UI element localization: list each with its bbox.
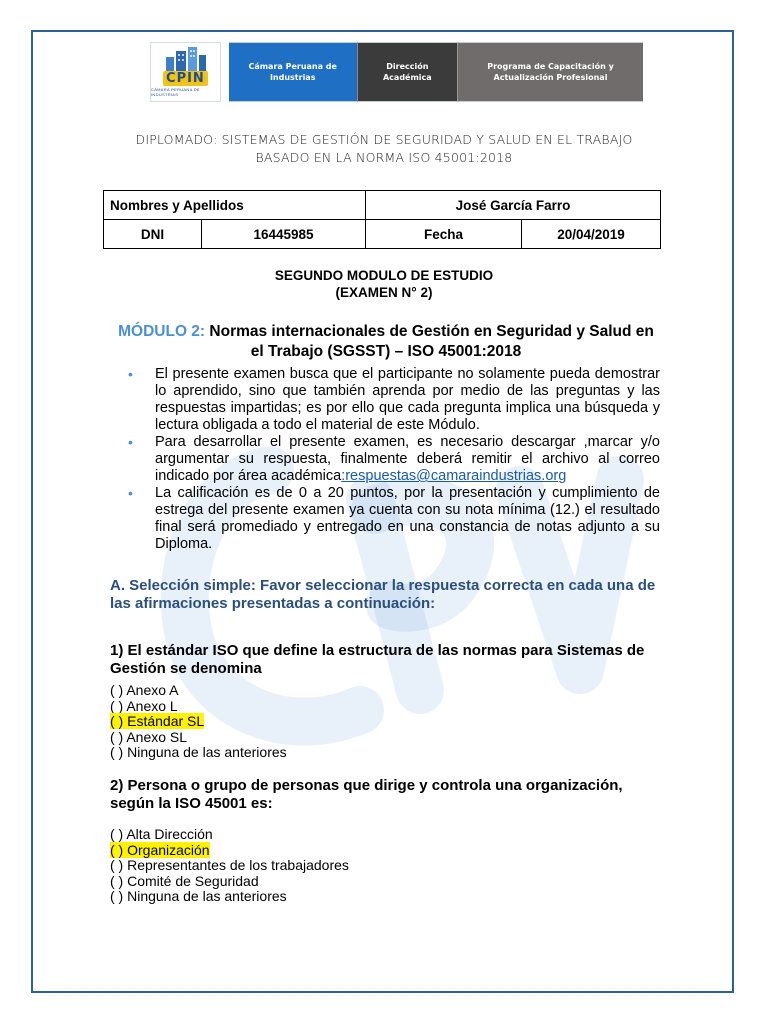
q2-option-3[interactable]: ( ) Representantes de los trabajadores [110, 857, 349, 873]
dni-value: 16445985 [202, 220, 366, 249]
q2-option-5[interactable]: ( ) Ninguna de las anteriores [110, 888, 287, 904]
q1-option-1[interactable]: ( ) Anexo A [110, 682, 179, 698]
header-banner [150, 42, 643, 102]
name-value: José García Farro [366, 191, 661, 220]
section-a-heading: A. Selección simple: Favor seleccionar la respuesta correcta en cada una de las afirmaciones presentadas a continuación: [110, 577, 656, 612]
module-prefix: MÓDULO 2: [118, 323, 206, 340]
document-title-line2: BASADO EN LA NORMA ISO 45001:2018 [255, 150, 513, 165]
question-1-options [110, 683, 287, 761]
q1-option-2[interactable]: ( ) Anexo L [110, 697, 178, 714]
bullet-icon: • [128, 485, 133, 501]
name-label: Nombres y Apellidos [104, 191, 366, 220]
list-item [128, 434, 660, 485]
question-2-options [110, 827, 349, 905]
instruction-text-1: El presente examen busca que el participante no solamente pueda demostrar lo aprendido, sino que también aprenda por medio de las preguntas y las respuestas impartidas; es por ello que cada pregunta implica una búsqueda y lectura obligada a todo el material de este Módulo. [155, 366, 660, 433]
list-item [128, 366, 660, 434]
date-value: 20/04/2019 [522, 220, 661, 249]
exam-heading-line1: SEGUNDO MODULO DE ESTUDIO [274, 268, 494, 283]
q1-option-4[interactable]: ( ) Anexo SL [110, 728, 188, 745]
document-title-line1: DIPLOMADO: SISTEMAS DE GESTIÓN DE SEGURIDAD Y SALUD EN EL TRABAJO [135, 132, 633, 147]
question-2: 2) Persona o grupo de personas que dirige y controla una organización, según la ISO 45001 es: [110, 777, 623, 812]
module-title-b: el Trabajo (SGSST) – ISO 45001:2018 [250, 343, 522, 360]
instruction-text-3: La calificación es de 0 a 20 puntos, por la presentación y cumplimiento de estrega del presente examen ya cuenta con su nota mínima (12.) el resultado final será promediado y entregado en una constancia de notas adjunto a su Diploma. [155, 485, 660, 552]
dni-label: DNI [104, 220, 202, 249]
module-title-a: Normas internacionales de Gestión en Seguridad y Salud en [209, 323, 654, 340]
list-item [128, 485, 660, 553]
bullet-icon: • [128, 366, 133, 382]
banner-segment-camara: Cámara Peruana de Industrias [229, 42, 357, 102]
q1-option-5[interactable]: ( ) Ninguna de las anteriores [110, 744, 287, 760]
logo-subtext: CÁMARA PERUANA DE INDUSTRIAS [151, 87, 200, 97]
q2-option-2-selected[interactable]: ( ) Organización [110, 841, 210, 858]
instructions-list [128, 366, 660, 553]
date-label: Fecha [366, 220, 522, 249]
banner-segment-programa: Programa de Capacitación y Actualización Profesional [457, 42, 643, 102]
email-link[interactable]: :respuestas@camaraindustrias.org [341, 468, 567, 484]
banner-segment-direccion: Dirección Académica [357, 42, 457, 102]
q2-option-1[interactable]: ( ) Alta Dirección [110, 826, 213, 842]
instruction-text-2: Para desarrollar el presente examen, es necesario descargar ,marcar y/o argumentar su respuesta, finalmente deberá remitir el archivo al correo indicado por área académica [155, 434, 660, 484]
q1-option-3-selected[interactable]: ( ) Estándar SL [110, 713, 205, 729]
student-info-table [103, 190, 661, 249]
q2-option-4[interactable]: ( ) Comité de Seguridad [110, 872, 259, 889]
question-1: 1) El estándar ISO que define la estructura de las normas para Sistemas de Gestión se denomina [110, 642, 645, 677]
exam-heading-line2: (EXAMEN N° 2) [335, 285, 433, 300]
cpin-logo [150, 42, 221, 102]
logo-text: CPIN [163, 71, 208, 86]
bullet-icon: • [128, 434, 133, 450]
module-title [108, 322, 664, 362]
